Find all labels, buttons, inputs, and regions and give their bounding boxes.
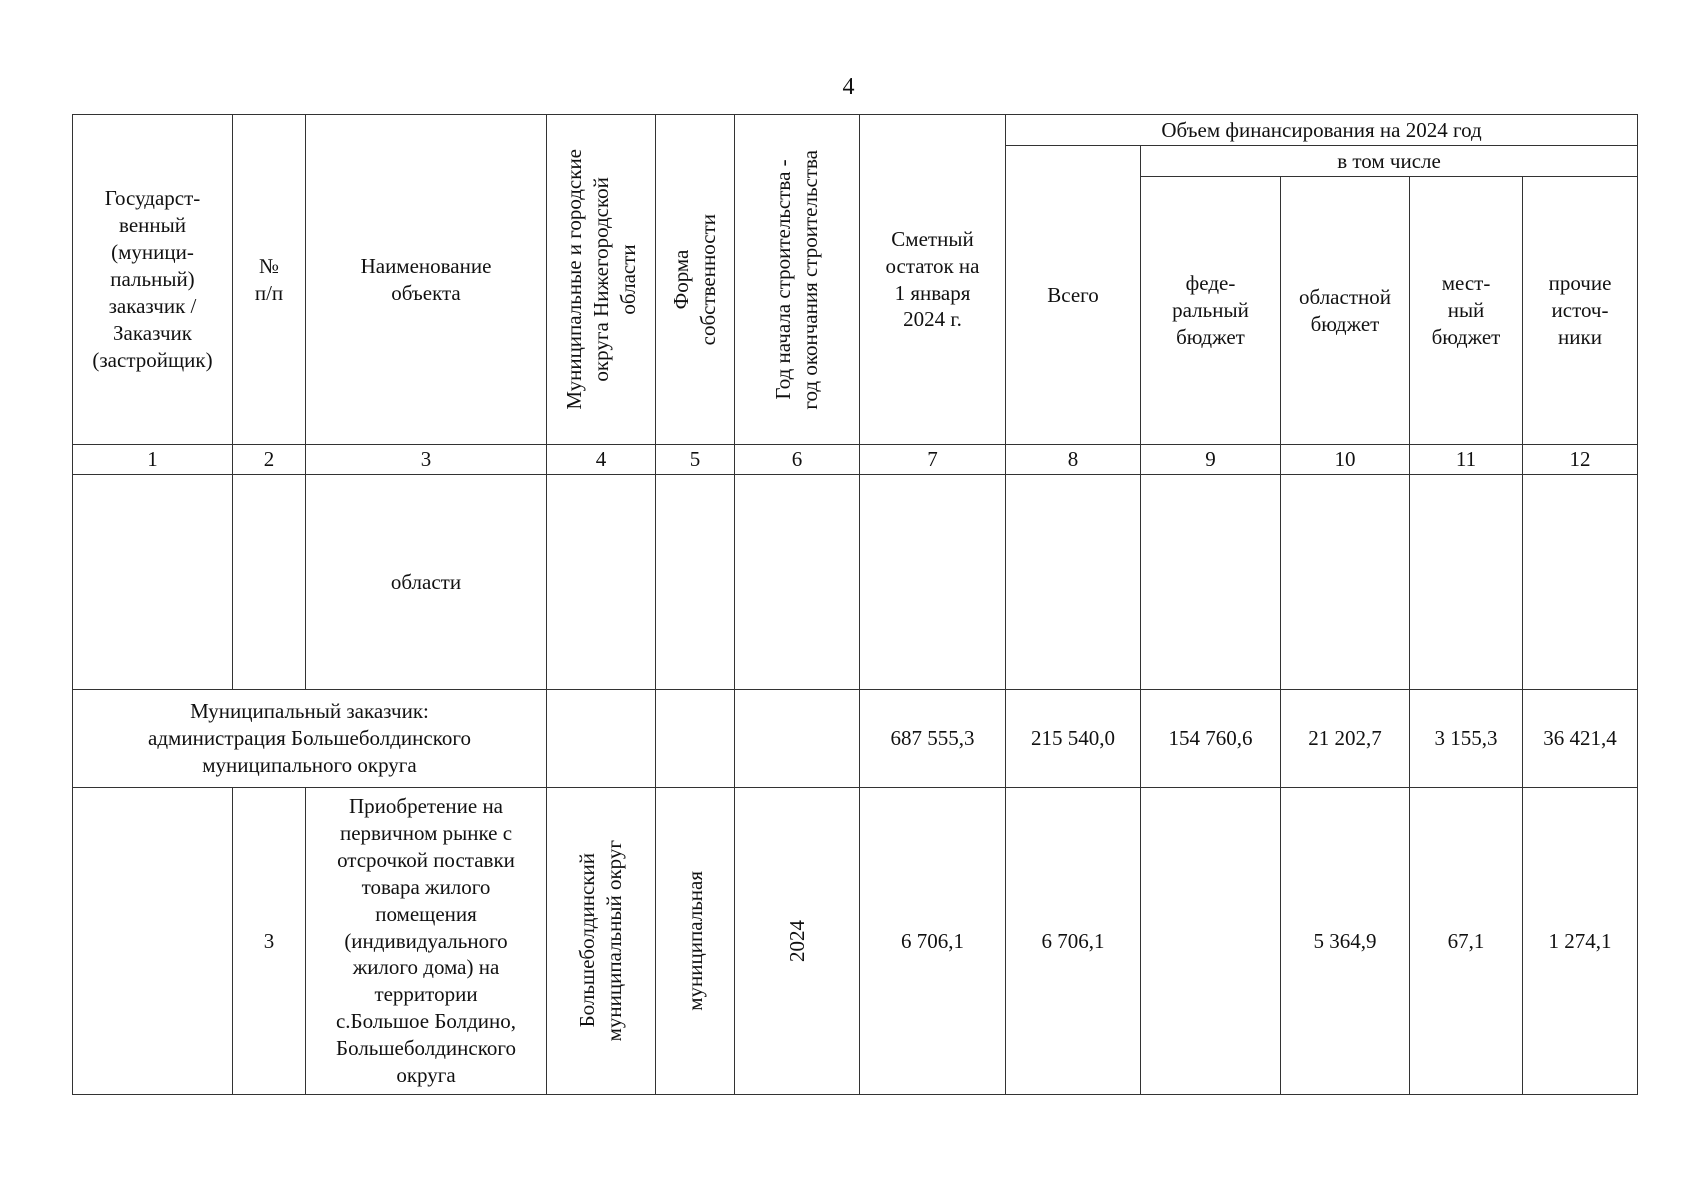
column-number: 5 <box>656 445 735 475</box>
item-federal <box>1141 788 1281 1095</box>
customer-total: 215 540,0 <box>1006 690 1141 788</box>
header-estimate: Сметный остаток на 1 января 2024 г. <box>860 115 1006 445</box>
customer-label: Муниципальный заказчик: администрация Большеболдинского муниципального округа <box>73 690 547 788</box>
item-estimate: 6 706,1 <box>860 788 1006 1095</box>
cell-empty <box>1523 475 1638 690</box>
cell-empty <box>1141 475 1281 690</box>
column-number: 4 <box>547 445 656 475</box>
header-ownership-text: Форма собственности <box>669 213 720 346</box>
header-municipalities-text: Муниципальные и городские округа Нижегородской области <box>561 149 640 410</box>
header-including: в том числе <box>1141 146 1638 177</box>
item-other: 1 274,1 <box>1523 788 1638 1095</box>
column-number: 7 <box>860 445 1006 475</box>
cell-empty <box>656 690 735 788</box>
financing-table <box>72 114 1638 1095</box>
continuation-object-name: области <box>306 475 547 690</box>
customer-row <box>73 690 1638 788</box>
header-object-name: Наименование объекта <box>306 115 547 445</box>
header-row-1 <box>73 115 1638 146</box>
item-total: 6 706,1 <box>1006 788 1141 1095</box>
header-ownership <box>656 115 735 445</box>
column-number: 8 <box>1006 445 1141 475</box>
item-regional: 5 364,9 <box>1281 788 1410 1095</box>
customer-federal: 154 760,6 <box>1141 690 1281 788</box>
header-years <box>735 115 860 445</box>
cell-empty <box>73 475 233 690</box>
item-row <box>73 788 1638 1095</box>
column-number: 3 <box>306 445 547 475</box>
continuation-row <box>73 475 1638 690</box>
header-financing-group: Объем финансирования на 2024 год <box>1006 115 1638 146</box>
header-local: мест- ный бюджет <box>1410 177 1523 445</box>
cell-empty <box>547 475 656 690</box>
column-number: 10 <box>1281 445 1410 475</box>
cell-empty <box>547 690 656 788</box>
column-number: 2 <box>233 445 306 475</box>
header-number: № п/п <box>233 115 306 445</box>
column-number: 6 <box>735 445 860 475</box>
item-object-name: Приобретение на первичном рынке с отсрочкой поставки товара жилого помещения (индивидуального жилого дома) на территории с.Большое Болдино, Большеболдинского округа <box>306 788 547 1095</box>
header-total: Всего <box>1006 146 1141 445</box>
cell-empty <box>73 788 233 1095</box>
item-years-text: 2024 <box>784 920 809 962</box>
column-number-row <box>73 445 1638 475</box>
header-regional: областной бюджет <box>1281 177 1410 445</box>
cell-empty <box>1281 475 1410 690</box>
column-number: 1 <box>73 445 233 475</box>
item-ownership <box>656 788 735 1095</box>
cell-empty <box>735 475 860 690</box>
item-municipality-text: Большеболдинский муниципальный округ <box>575 840 626 1042</box>
header-customer: Государст- венный (муници- пальный) заказчик / Заказчик (застройщик) <box>73 115 233 445</box>
customer-regional: 21 202,7 <box>1281 690 1410 788</box>
cell-empty <box>656 475 735 690</box>
header-federal: феде- ральный бюджет <box>1141 177 1281 445</box>
item-municipality <box>547 788 656 1095</box>
header-years-text: Год начала строительства - год окончания строительства <box>771 149 822 410</box>
customer-local: 3 155,3 <box>1410 690 1523 788</box>
item-number: 3 <box>233 788 306 1095</box>
cell-empty <box>233 475 306 690</box>
cell-empty <box>860 475 1006 690</box>
cell-empty <box>1006 475 1141 690</box>
column-number: 9 <box>1141 445 1281 475</box>
header-other: прочие источ- ники <box>1523 177 1638 445</box>
customer-other: 36 421,4 <box>1523 690 1638 788</box>
item-local: 67,1 <box>1410 788 1523 1095</box>
column-number: 12 <box>1523 445 1638 475</box>
header-municipalities <box>547 115 656 445</box>
page-number: 4 <box>842 74 855 100</box>
item-years <box>735 788 860 1095</box>
column-number: 11 <box>1410 445 1523 475</box>
customer-estimate: 687 555,3 <box>860 690 1006 788</box>
cell-empty <box>1410 475 1523 690</box>
item-ownership-text: муниципальная <box>682 871 707 1011</box>
cell-empty <box>735 690 860 788</box>
